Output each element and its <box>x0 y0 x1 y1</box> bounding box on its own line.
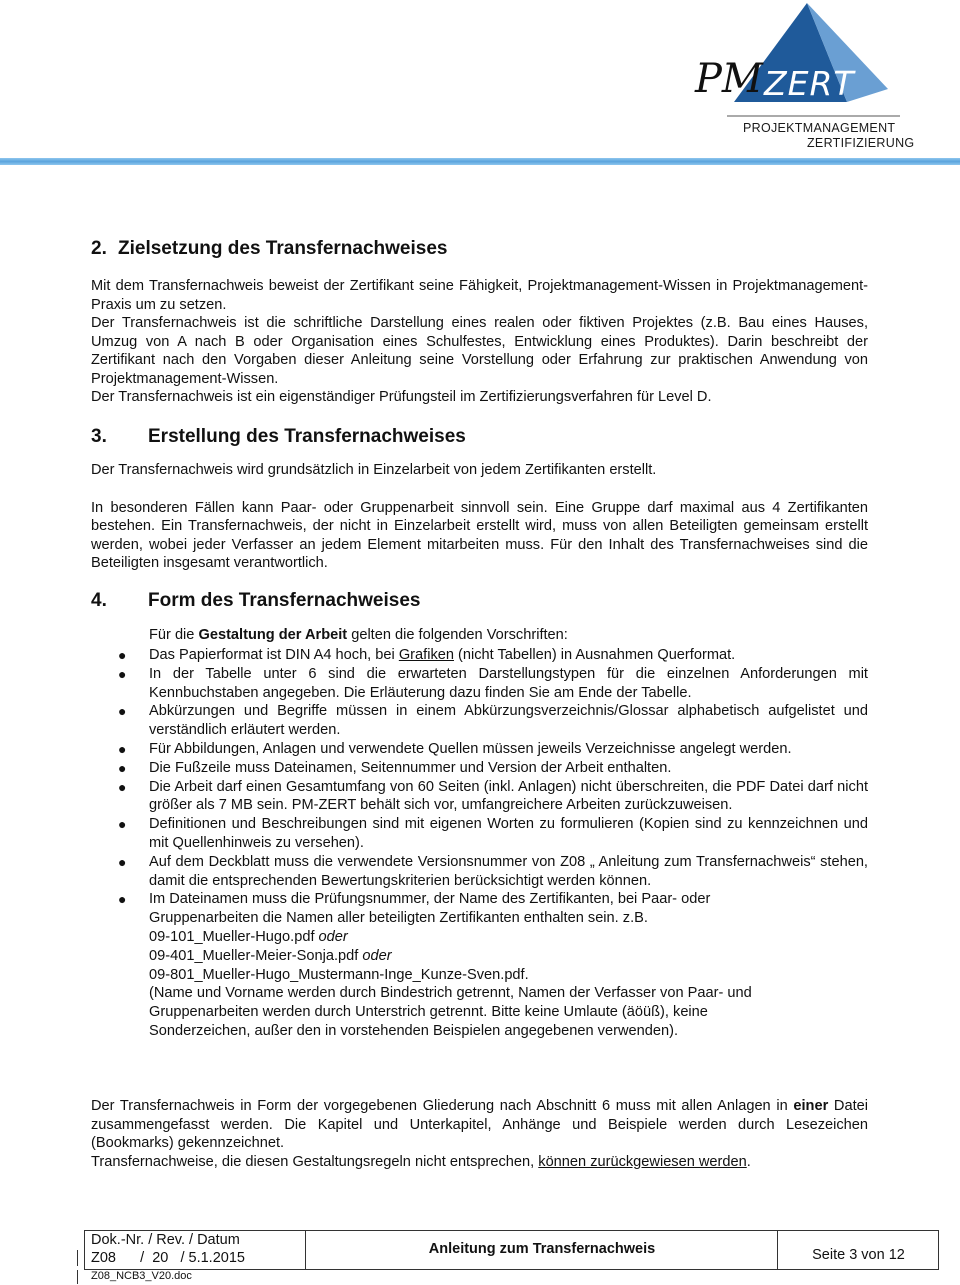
example-file: 09-801_Mueller-Hugo_Mustermann-Inge_Kunze-Sven.pdf. <box>149 966 529 983</box>
item-text: Das Papierformat ist DIN A4 hoch, bei <box>149 647 399 663</box>
list-item <box>118 853 868 891</box>
bullet-icon: ● <box>118 703 127 720</box>
paragraph: Der Transfernachweis ist die schriftliche Darstellung eines realen oder fiktiven Projektes (z.B. Bau eines Hauses, Umzug von A nach B oder Organisation eines Schulfestes, Entwicklung eines Produktes). Darin beschreibt der Zertifikant nach den Vorgaben dieser Anleitung seine Vorstellung oder Erfahrung zur praktischen Anwendung von Projektmanagement-Wissen. <box>91 315 868 387</box>
item-text: Abkürzungen und Begriffe müssen in einem Abkürzungsverzeichnis/Glossar alphabetisch aufgelistet und verständlich erläutert werden. <box>149 703 868 739</box>
filename-example <box>149 966 868 985</box>
section-title: Zielsetzung des Transfernachweises <box>118 238 448 259</box>
intro-text: gelten die folgenden Vorschriften: <box>347 627 568 643</box>
closing-text: Der Transfernachweis in Form der vorgegebenen Gliederung nach Abschnitt 6 muss mit allen Anlagen in <box>91 1098 794 1114</box>
list-item <box>118 815 868 853</box>
pyramid-logo-icon <box>690 0 920 125</box>
intro-text: Für die <box>149 627 199 643</box>
item-note: Gruppenarbeiten werden durch Unterstrich getrennt. Bitte keine Umlaute (äöüß), keine <box>149 1004 708 1021</box>
section-number: 2. <box>91 238 107 259</box>
intro-bold: Gestaltung der Arbeit <box>198 627 348 643</box>
logo-subtitle-2: ZERTIFIZIERUNG <box>807 136 915 150</box>
example-suffix: oder <box>314 928 348 945</box>
list-item <box>118 759 868 778</box>
bullet-icon: ● <box>118 778 127 795</box>
closing-text: Transfernachweise, die diesen Gestaltungsregeln nicht entsprechen, <box>91 1153 539 1170</box>
footer-page-cell <box>779 1231 938 1269</box>
logo-pm-text: PM <box>695 56 763 102</box>
form-rules-list <box>118 646 868 1041</box>
list-item <box>118 890 868 1040</box>
paragraph: In besonderen Fällen kann Paar- oder Gruppenarbeit sinnvoll sein. Eine Gruppe darf maximal aus 4 Zertifikanten bestehen. Ein Transfernachweis, der nicht in Einzelarbeit erstellt wird, muss von allen Beteiligten gemeinsam erstellt werden, wobei jeder Verfasser an jedem Element mitarbeiten muss. Für den Inhalt des Transfernachweises sind die Beteiligten insgesamt verantwortlich. <box>91 499 868 571</box>
footer-title: Anleitung zum Transfernachweis <box>428 1241 656 1257</box>
closing-text: Datei zusammengefasst werden. Die Kapitel und Unterkapitel, Anhänge und Beispiele werden durch Lesezeichen (Bookmarks) gekennzeichnet. <box>91 1098 869 1151</box>
header-divider <box>0 158 960 165</box>
paragraph: Mit dem Transfernachweis beweist der Zertifikant seine Fähigkeit, Projektmanagement-Wissen in Projektmanagement-Praxis um zu setzen. <box>91 278 868 313</box>
footer-doc-info <box>85 1231 306 1269</box>
section-4-intro <box>149 626 868 645</box>
paragraph: Der Transfernachweis wird grundsätzlich in Einzelarbeit von jedem Zertifikanten erstellt. <box>91 462 657 478</box>
item-text: Im Dateinamen muss die Prüfungsnummer, der Name des Zertifikanten, bei Paar- oder <box>149 891 711 908</box>
list-item <box>118 702 868 740</box>
footer-margin-mark <box>77 1270 78 1284</box>
item-underlined: Grafiken <box>398 647 454 663</box>
item-text: Die Fußzeile muss Dateinamen, Seitennummer und Version der Arbeit enthalten. <box>149 759 672 776</box>
closing-text: . <box>746 1153 751 1170</box>
logo-subtitle-1: PROJEKTMANAGEMENT <box>743 121 896 135</box>
item-text: Für Abbildungen, Anlagen und verwendete Quellen müssen jeweils Verzeichnisse angelegt werden. <box>149 740 792 757</box>
item-text: Auf dem Deckblatt muss die verwendete Versionsnummer von Z08 „ Anleitung zum Transfernachweis“ stehen, damit die entsprechenden Bewertungskriterien berücksichtigt werden können. <box>149 853 868 889</box>
section-3-body <box>91 461 868 573</box>
bullet-icon: ● <box>118 816 127 833</box>
list-item <box>118 740 868 759</box>
section-title: Form des Transfernachweises <box>148 590 421 611</box>
closing-bold: einer <box>793 1098 829 1114</box>
bullet-icon: ● <box>118 891 127 908</box>
page-footer <box>84 1230 939 1270</box>
footer-doc-label: Dok.-Nr. / Rev. / Datum <box>91 1232 240 1248</box>
section-3-heading <box>91 426 466 448</box>
paragraph <box>91 1153 868 1172</box>
list-item <box>118 665 868 703</box>
example-suffix: oder <box>358 947 392 964</box>
section-number: 4. <box>91 590 107 611</box>
section-2-body <box>91 277 868 407</box>
item-text: (nicht Tabellen) in Ausnahmen Querformat. <box>453 647 736 663</box>
item-text: Definitionen und Beschreibungen sind mit eigenen Worten zu formulieren (Kopien sind zu kennzeichnen und mit Quellenhinweis zu versehen). <box>149 816 868 851</box>
paragraph <box>91 1097 868 1153</box>
item-text: Die Arbeit darf einen Gesamtumfang von 60 Seiten (inkl. Anlagen) nicht überschreiten, die PDF Datei darf nicht größer als 7 MB sein. PM-ZERT behält sich vor, umfangreichere Arbeiten zurückzuweisen. <box>149 778 868 814</box>
item-note: (Name und Vorname werden durch Bindestrich getrennt, Namen der Verfasser von Paar- und <box>149 985 752 1002</box>
section-2-heading <box>91 238 447 260</box>
footer-doc-value: Z08 / 20 / 5.1.2015 <box>91 1250 245 1266</box>
bullet-icon: ● <box>118 853 127 870</box>
item-text: In der Tabelle unter 6 sind die erwarteten Darstellungstypen für die einzelnen Anforderungen mit Kennbuchstaben angegeben. Die Erläuterung dazu finden Sie am Ende der Tabelle. <box>149 665 868 701</box>
filename-example <box>149 928 868 947</box>
bullet-icon: ● <box>118 647 127 663</box>
section-4-heading <box>91 590 420 612</box>
closing-underlined: können zurückgewiesen werden <box>538 1153 747 1170</box>
bullet-icon: ● <box>118 665 127 682</box>
footer-margin-mark <box>77 1250 78 1266</box>
filename-example <box>149 947 868 966</box>
logo-zert-text: ZERT <box>764 64 855 103</box>
paragraph: Der Transfernachweis ist ein eigenständiger Prüfungsteil im Zertifizierungsverfahren für Level D. <box>91 389 712 405</box>
list-item <box>118 646 868 665</box>
list-item <box>118 778 868 816</box>
footer-page-number: Seite 3 von 12 <box>812 1247 905 1263</box>
section-number: 3. <box>91 426 107 447</box>
section-4-closing <box>91 1097 868 1171</box>
bullet-icon: ● <box>118 740 127 757</box>
item-text: Gruppenarbeiten die Namen aller beteiligten Zertifikanten enthalten sein. z.B. <box>149 910 648 927</box>
item-note: Sonderzeichen, außer den in vorstehenden Beispielen angegebenen verwenden). <box>149 1022 678 1039</box>
bullet-icon: ● <box>118 759 127 776</box>
section-title: Erstellung des Transfernachweises <box>148 426 466 447</box>
footer-title-cell <box>307 1231 778 1269</box>
example-file: 09-401_Mueller-Meier-Sonja.pdf <box>149 947 359 964</box>
footer-filename: Z08_NCB3_V20.doc <box>91 1270 192 1282</box>
example-file: 09-101_Mueller-Hugo.pdf <box>149 928 315 945</box>
